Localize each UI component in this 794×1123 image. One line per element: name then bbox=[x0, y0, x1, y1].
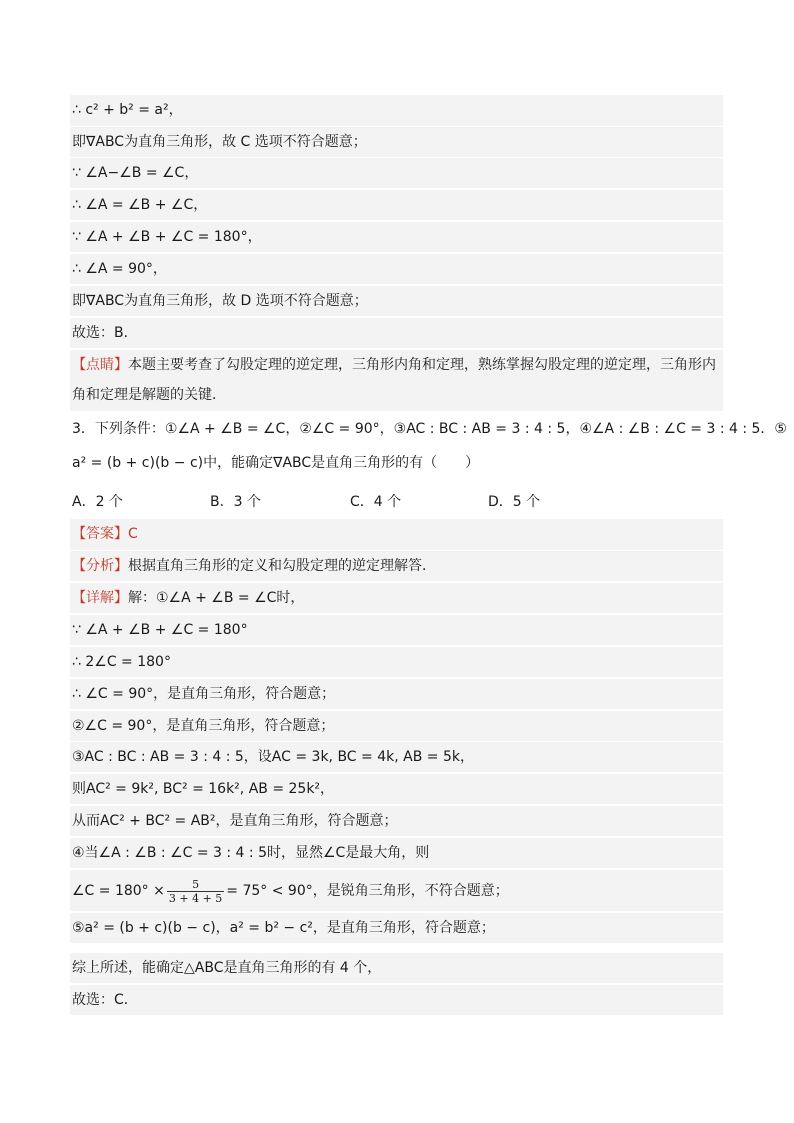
solution-line: ∵ ∠A−∠B = ∠C， bbox=[70, 157, 723, 188]
detail-line: ④当∠A : ∠B : ∠C = 3 : 4 : 5时，显然∠C是最大角，则 bbox=[70, 837, 723, 868]
detail-line: 则AC² = 9k², BC² = 16k², AB = 25k²， bbox=[70, 773, 723, 804]
solution-line: ∴ c² + b² = a²， bbox=[70, 95, 723, 126]
analysis-tag: 【分析】 bbox=[72, 558, 128, 574]
comment-line: 角和定理是解题的关键． bbox=[70, 380, 723, 411]
comment-line: 【点睛】本题主要考查了勾股定理的逆定理，三角形内角和定理，熟练掌握勾股定理的逆定理，三角形内 bbox=[70, 349, 723, 380]
solution-line: 即∇ABC为直角三角形，故 D 选项不符合题意； bbox=[70, 285, 723, 316]
solution-line: ∵ ∠A + ∠B + ∠C = 180°， bbox=[70, 221, 723, 252]
detail-line: ∵ ∠A + ∠B + ∠C = 180° bbox=[70, 614, 723, 645]
detail-line: ③AC : BC : AB = 3 : 4 : 5，设AC = 3k, BC = 4k, AB = 5k， bbox=[70, 741, 723, 772]
detail-line: 从而AC² + BC² = AB²，是直角三角形，符合题意； bbox=[70, 805, 723, 836]
question-options bbox=[70, 487, 723, 518]
answer-tag: 【答案】 bbox=[72, 526, 128, 542]
option-c: C．4 个 bbox=[350, 494, 402, 510]
solution-line: 即∇ABC为直角三角形，故 C 选项不符合题意； bbox=[70, 126, 723, 157]
answer-value: C bbox=[128, 526, 138, 542]
solution-line: ∴ ∠A = 90°， bbox=[70, 253, 723, 284]
question-stem: 3．下列条件：①∠A + ∠B = ∠C，②∠C = 90°，③AC : BC : AB = 3 : 4 : 5，④∠A : ∠B : ∠C = 3 : 4 : 5．⑤ bbox=[72, 421, 787, 437]
fraction: $\frac{5}{3 + 4 + 5}$ bbox=[168, 877, 223, 905]
detail-line: ∴ 2∠C = 180° bbox=[70, 646, 723, 677]
detail-tag: 【详解】 bbox=[72, 590, 128, 606]
solution-line: 故选：B． bbox=[70, 317, 723, 348]
detail-line: ②∠C = 90°，是直角三角形，符合题意； bbox=[70, 710, 723, 741]
detail-line-fraction: ∠C = 180° × $\frac{5}{3 + 4 + 5}$ = 75° < 90°，是锐角三角形，不符合题意； bbox=[70, 869, 723, 911]
comment-tag: 【点睛】 bbox=[72, 357, 128, 373]
detail-line: 故选：C． bbox=[70, 984, 723, 1015]
detail-line: 【详解】解：①∠A + ∠B = ∠C时， bbox=[70, 582, 723, 613]
detail-line: ⑤a² = (b + c)(b − c)，a² = b² − c²，是直角三角形，符合题意； bbox=[70, 912, 723, 943]
detail-line: 综上所述，能确定△ABC是直角三角形的有 4 个， bbox=[70, 952, 723, 983]
option-a: A．2 个 bbox=[72, 494, 123, 510]
option-b: B．3 个 bbox=[210, 494, 261, 510]
detail-line: ∴ ∠C = 90°，是直角三角形，符合题意； bbox=[70, 678, 723, 709]
solution-line: ∴ ∠A = ∠B + ∠C， bbox=[70, 189, 723, 220]
analysis-line: 【分析】根据直角三角形的定义和勾股定理的逆定理解答． bbox=[70, 550, 723, 581]
option-d: D．5 个 bbox=[488, 494, 541, 510]
answer-line bbox=[70, 519, 723, 550]
question-stem: a² = (b + c)(b − c)中，能确定∇ABC是直角三角形的有（ ） bbox=[72, 455, 480, 471]
